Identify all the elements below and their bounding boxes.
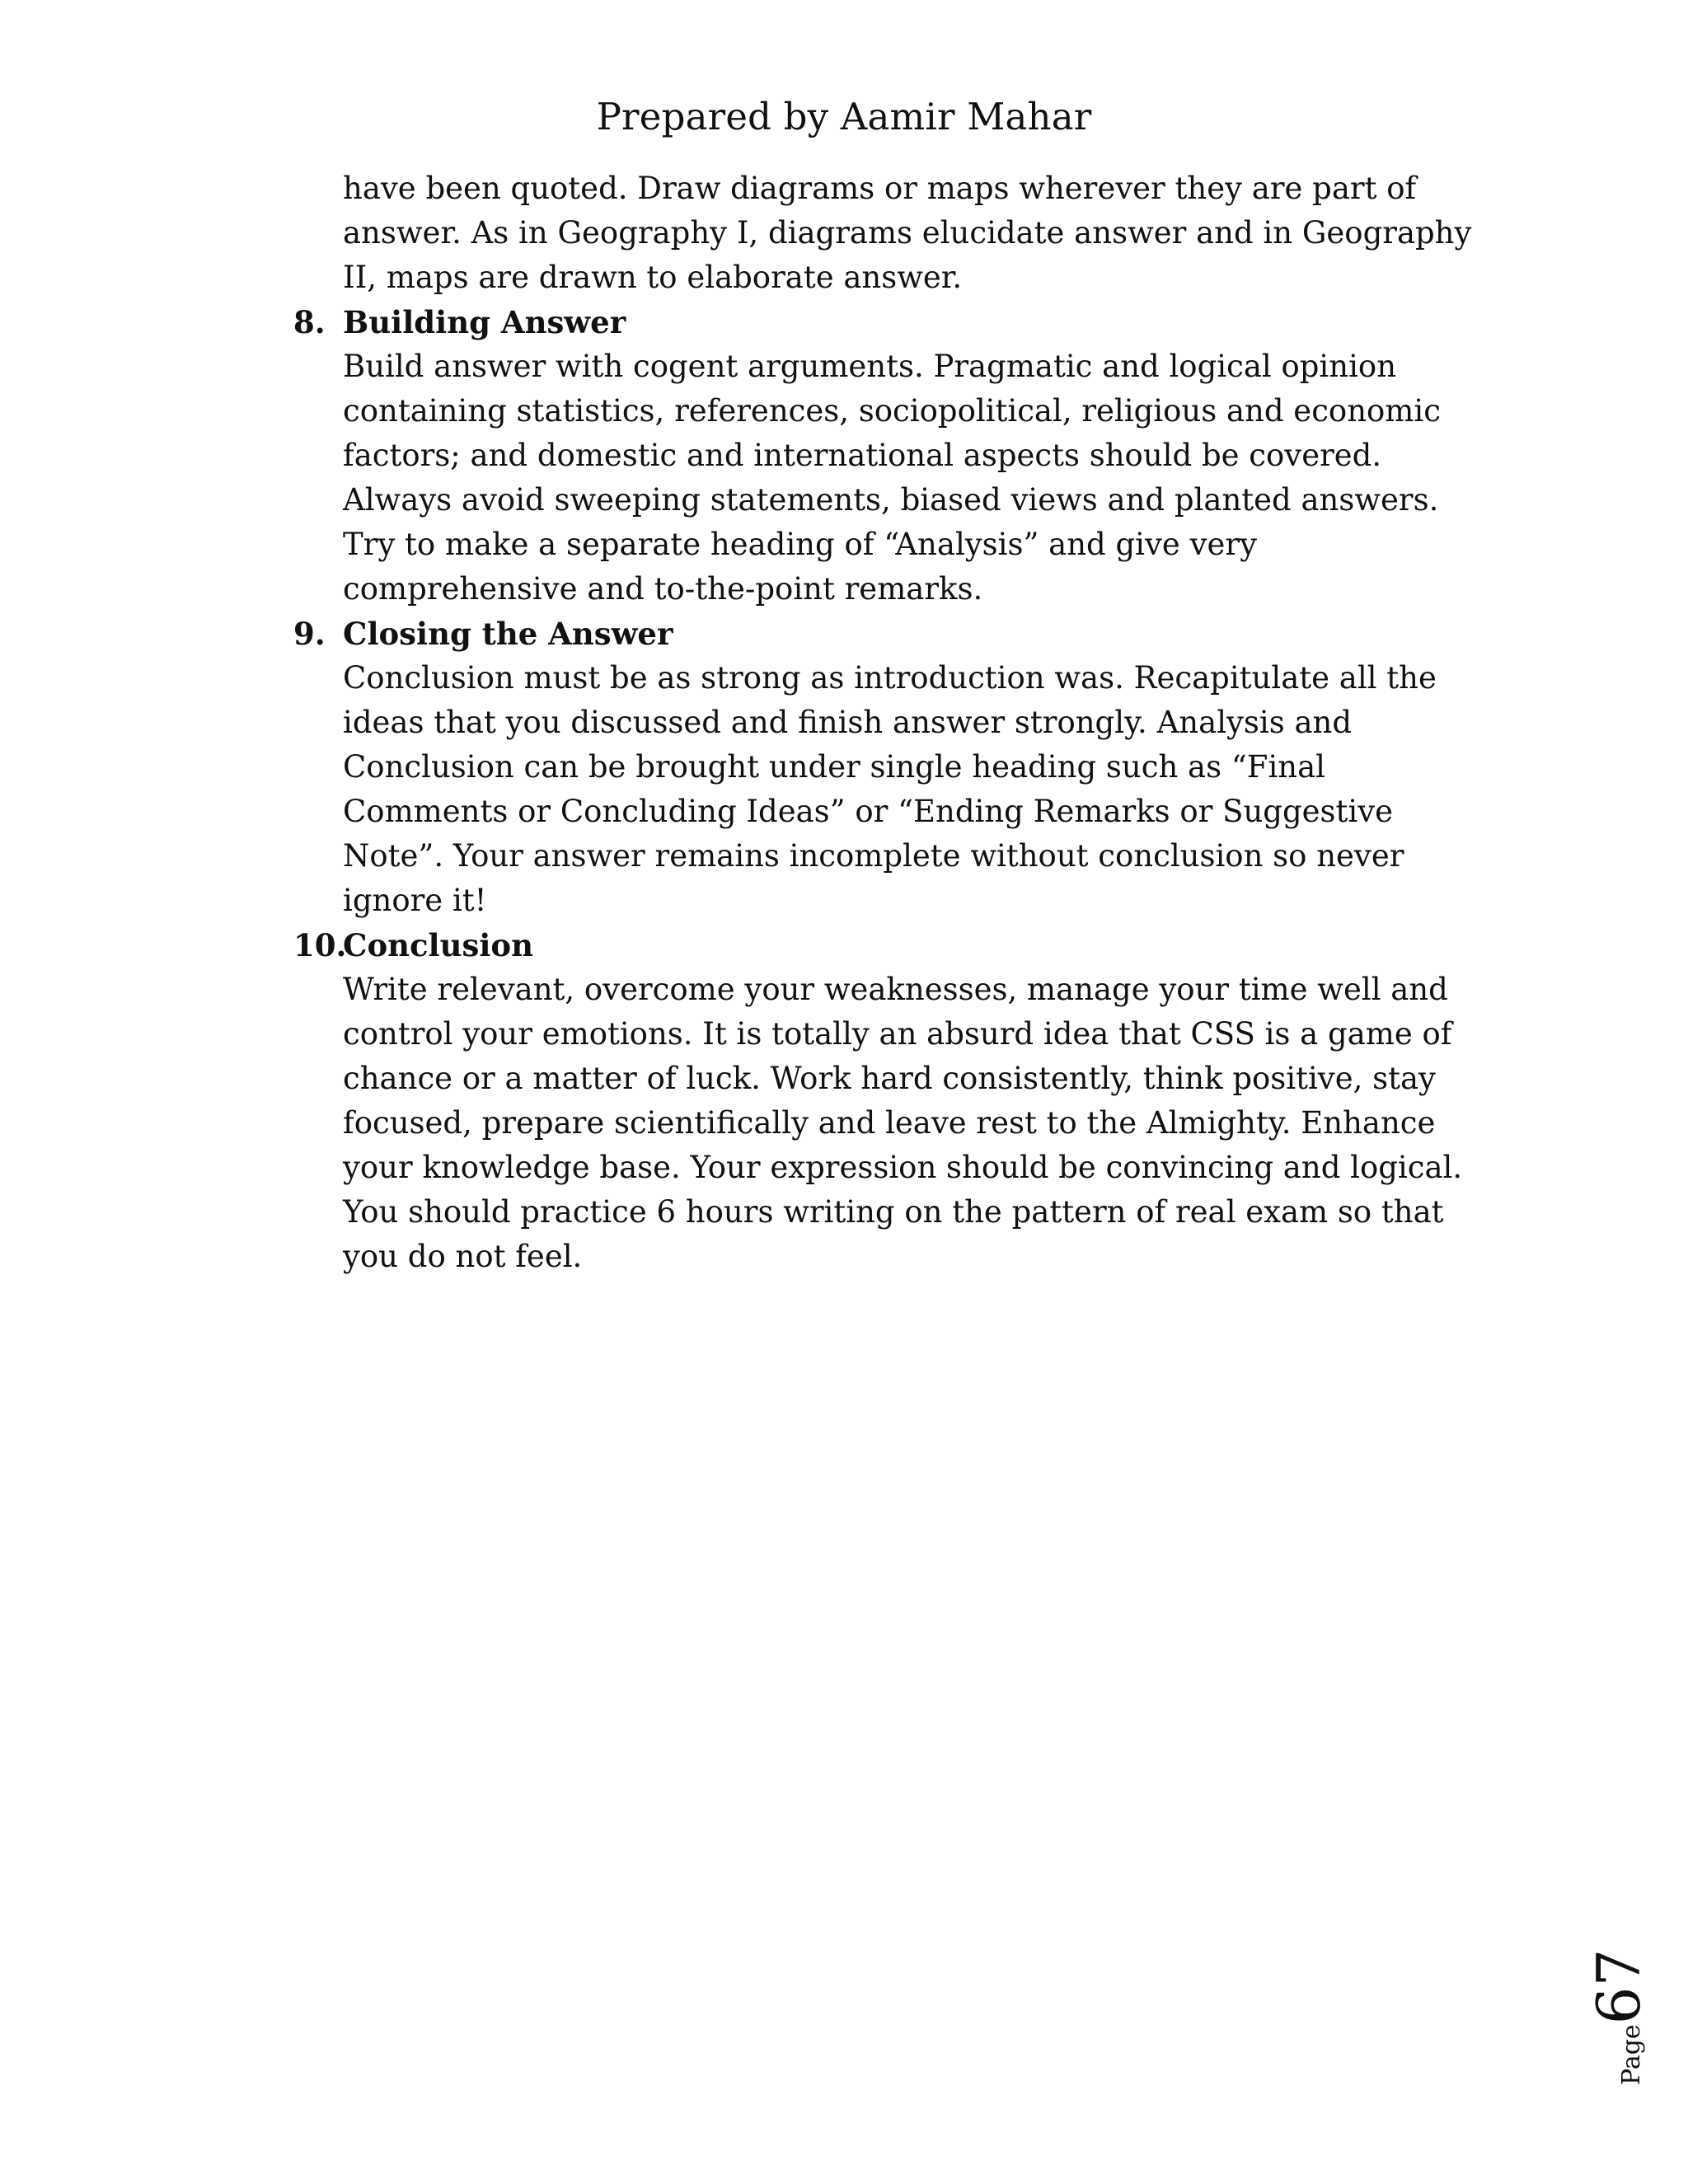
section-body: Conclusion must be as strong as introduction was. Recapitulate all the ideas that you discussed and finish answer strongly. Analysis and Conclusion can be brought under single heading such as “Final Comments or Concluding Ideas” or “Ending Remarks or Suggestive Note”. Your answer remains incomplete without conclusion so never ignore it! bbox=[343, 660, 1437, 918]
section-body: Write relevant, overcome your weaknesses, manage your time well and control your emotions. It is totally an absurd idea that CSS is a game of chance or a matter of luck. Work hard consistently, think positive, stay focused, prepare scientifically and leave rest to the Almighty. Enhance your knowledge base. Your expression should be convincing and logical. You should practice 6 hours writing on the pattern of real exam so that you do not feel. bbox=[343, 972, 1463, 1274]
section-title: Conclusion bbox=[343, 927, 533, 963]
section-building-answer bbox=[293, 300, 1489, 612]
intro-paragraph: have been quoted. Draw diagrams or maps wherever they are part of answer. As in Geography I, diagrams elucidate answer and in Geography II, maps are drawn to elaborate answer. bbox=[343, 171, 1472, 295]
section-heading bbox=[293, 612, 1489, 656]
section-number: 9. bbox=[293, 616, 326, 652]
page-word: Page bbox=[1617, 2024, 1646, 2085]
page-header: Prepared by Aamir Mahar bbox=[596, 95, 1092, 138]
section-body: Build answer with cogent arguments. Pragmatic and logical opinion containing statistics, references, sociopolitical, religious and economic factors; and domestic and international aspects should be covered. Always avoid sweeping statements, biased views and planted answers. Try to make a separate heading of “Analysis” and give very comprehensive and to-the-point remarks. bbox=[343, 349, 1441, 607]
section-heading bbox=[293, 300, 1489, 344]
page-number bbox=[1584, 1929, 1658, 2085]
section-number: 8. bbox=[293, 304, 326, 340]
section-title: Closing the Answer bbox=[343, 616, 673, 652]
section-heading bbox=[293, 923, 1489, 968]
section-closing-the-answer bbox=[293, 612, 1489, 923]
section-number: 10. bbox=[293, 927, 347, 963]
section-title: Building Answer bbox=[343, 304, 626, 340]
page-number-label bbox=[1584, 1929, 1658, 2085]
page-digits: 67 bbox=[1584, 1948, 1653, 2025]
section-conclusion bbox=[293, 923, 1489, 1279]
document-body bbox=[293, 166, 1489, 1279]
